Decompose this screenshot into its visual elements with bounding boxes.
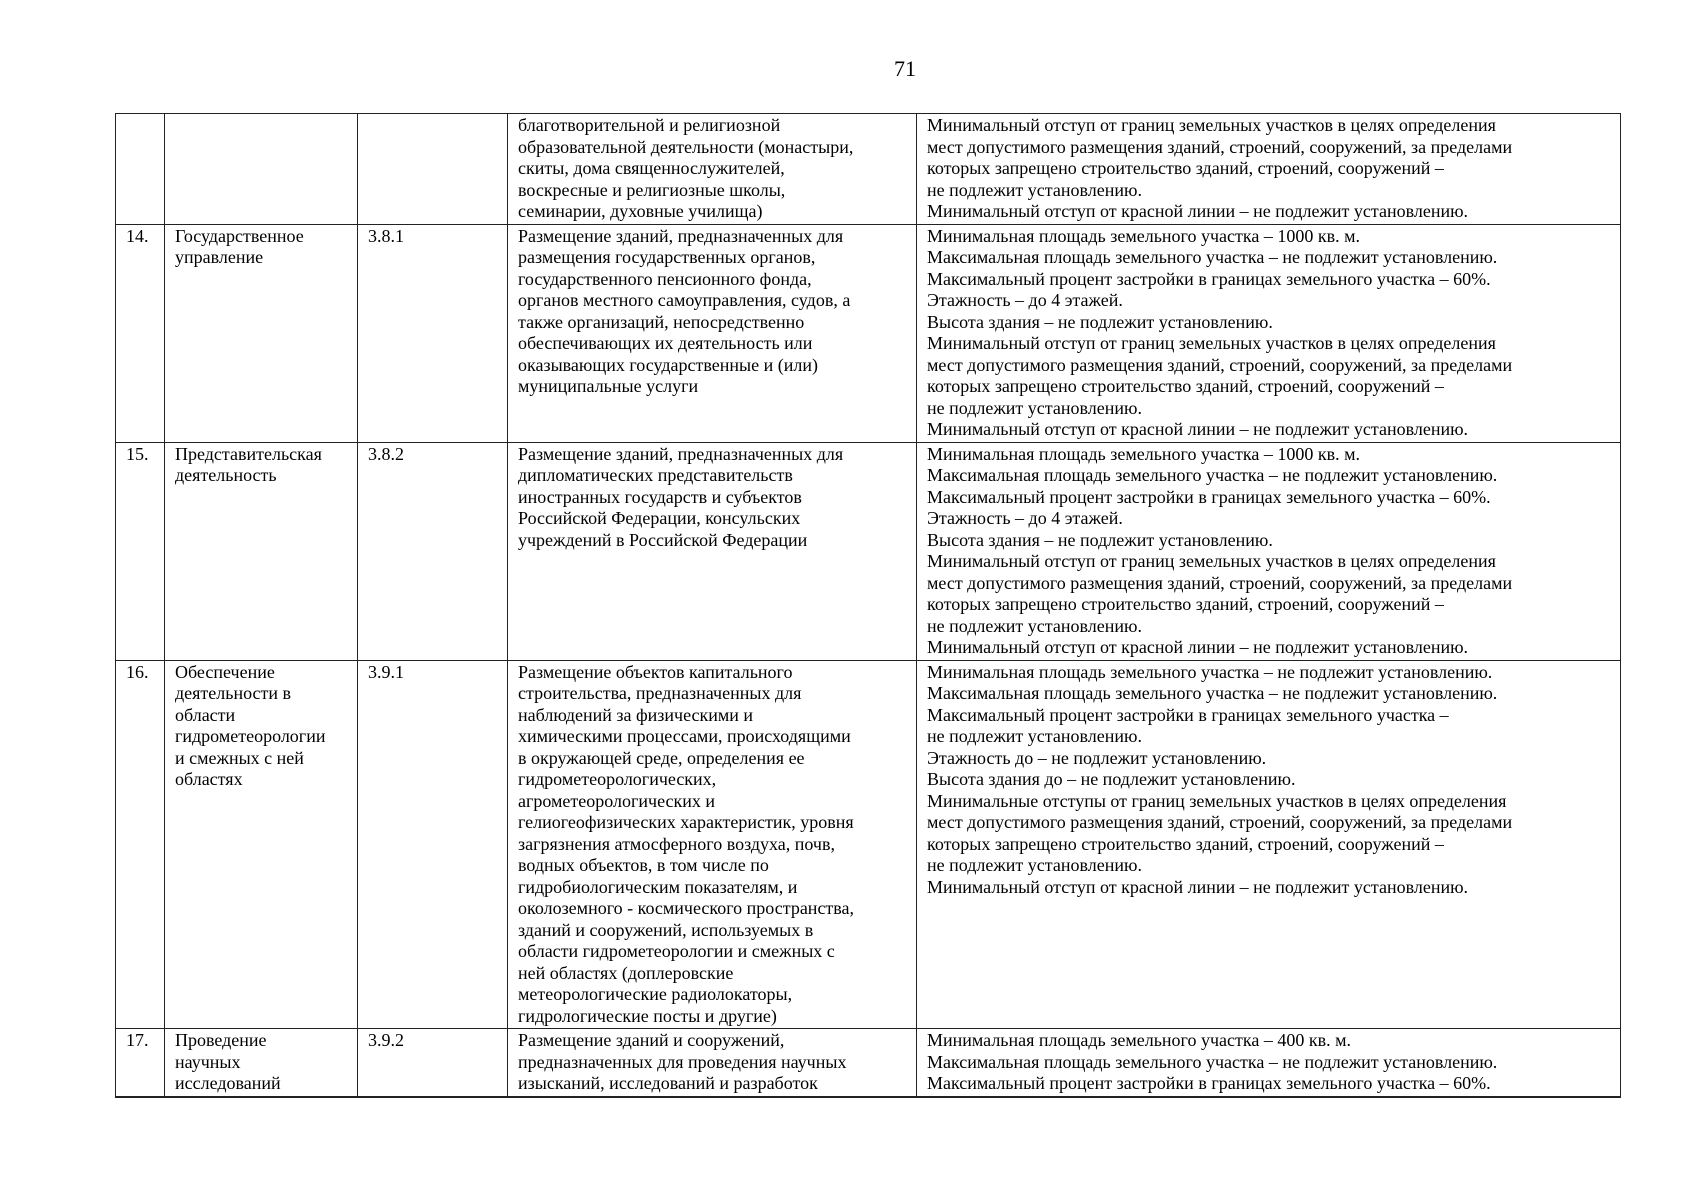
use-type-code: 3.8.1 xyxy=(368,225,404,246)
description-cell xyxy=(508,224,917,442)
description-line: зданий и сооружений, используемых в xyxy=(518,919,814,940)
description-line: оказывающих государственные и (или) xyxy=(518,354,818,375)
description-cell xyxy=(508,1029,917,1097)
parameter-line: Этажность – до 4 этажей. xyxy=(927,508,1123,528)
use-type-name-line: деятельности в xyxy=(175,683,292,703)
row-number-cell xyxy=(116,224,165,442)
parameters-cell xyxy=(917,1029,1621,1097)
parameter-line: Минимальный отступ от красной линии – не подлежит установлению. xyxy=(927,419,1469,439)
parameter-line: Максимальная площадь земельного участка – не подлежит установлению. xyxy=(927,1051,1498,1072)
description-line: размещения государственных органов, xyxy=(518,247,816,267)
use-type-code-cell xyxy=(358,1029,508,1097)
parameter-line: которых запрещено строительство зданий, строений, сооружений – xyxy=(927,833,1444,854)
parameter-line: Высота здания до – не подлежит установлению. xyxy=(927,769,1296,789)
description-line: государственного пенсионного фонда, xyxy=(518,268,812,289)
description-line: органов местного самоуправления, судов, а xyxy=(518,290,851,310)
description-line: также организаций, непосредственно xyxy=(518,311,805,332)
use-type-name-line: Обеспечение xyxy=(175,661,275,682)
description-line: Российской Федерации, консульских xyxy=(518,508,801,528)
use-type-name-cell xyxy=(165,114,358,225)
description-line: воскресные и религиозные школы, xyxy=(518,179,786,200)
row-number-cell xyxy=(116,442,165,660)
description-cell xyxy=(508,114,917,225)
use-type-name-line: области xyxy=(175,704,236,725)
use-type-code-cell xyxy=(358,660,508,1029)
description-line: обеспечивающих их деятельность или xyxy=(518,333,813,353)
description-line: благотворительной и религиозной xyxy=(518,115,781,135)
row-number-cell xyxy=(116,114,165,225)
description-line: области гидрометеорологии и смежных с xyxy=(518,941,835,961)
table-row xyxy=(116,224,1621,442)
description-line: изысканий, исследований и разработок xyxy=(518,1073,818,1093)
parameter-line: не подлежит установлению. xyxy=(927,179,1142,200)
parameter-line: Минимальные отступы от границ земельных участков в целях определения xyxy=(927,790,1507,811)
description-line: скиты, дома священнослужителей, xyxy=(518,158,785,178)
description-line: загрязнения атмосферного воздуха, почв, xyxy=(518,833,835,854)
use-type-name-cell xyxy=(165,442,358,660)
use-type-code-cell xyxy=(358,114,508,225)
parameter-line: Минимальный отступ от красной линии – не подлежит установлению. xyxy=(927,876,1469,897)
parameter-line: Минимальный отступ от границ земельных участков в целях определения xyxy=(927,551,1496,571)
description-line: ней областях (доплеровские xyxy=(518,962,734,983)
table-row xyxy=(116,1029,1621,1097)
parameter-line: Минимальный отступ от красной линии – не подлежит установлению. xyxy=(927,201,1469,221)
description-line: предназначенных для проведения научных xyxy=(518,1051,847,1072)
use-type-name-line: научных xyxy=(175,1051,241,1072)
parameter-line: мест допустимого размещения зданий, строений, сооружений, за пределами xyxy=(927,572,1513,593)
parameter-line: Минимальный отступ от красной линии – не подлежит установлению. xyxy=(927,637,1469,657)
use-type-code-cell xyxy=(358,442,508,660)
description-line: Размещение объектов капитального xyxy=(518,661,793,682)
table-row xyxy=(116,660,1621,1029)
description-line: Размещение зданий, предназначенных для xyxy=(518,443,844,464)
parameter-line: Минимальная площадь земельного участка – не подлежит установлению. xyxy=(927,661,1493,682)
description-line: гелиогеофизических характеристик, уровня xyxy=(518,812,854,832)
description-line: муниципальные услуги xyxy=(518,376,699,396)
parameter-line: Этажность – до 4 этажей. xyxy=(927,290,1123,310)
row-number: 16. xyxy=(126,661,149,682)
description-line: семинарии, духовные училища) xyxy=(518,201,763,221)
parameter-line: Максимальная площадь земельного участка – не подлежит установлению. xyxy=(927,465,1498,485)
description-line: наблюдений за физическими и xyxy=(518,704,754,725)
description-line: Размещение зданий, предназначенных для xyxy=(518,225,844,246)
use-type-name-line: деятельность xyxy=(175,465,277,485)
description-line: иностранных государств и субъектов xyxy=(518,486,802,507)
description-line: водных объектов, в том числе по xyxy=(518,855,769,875)
parameter-line: Минимальный отступ от границ земельных участков в целях определения xyxy=(927,333,1496,353)
description-line: образовательной деятельности (монастыри, xyxy=(518,136,854,157)
parameter-line: не подлежит установлению. xyxy=(927,397,1142,418)
use-type-name-line: гидрометеорологии xyxy=(175,726,326,746)
row-number-cell xyxy=(116,1029,165,1097)
parameter-line: которых запрещено строительство зданий, строений, сооружений – xyxy=(927,594,1444,614)
parameters-cell xyxy=(917,660,1621,1029)
row-number-cell xyxy=(116,660,165,1029)
use-type-name-cell xyxy=(165,224,358,442)
parameter-line: Высота здания – не подлежит установлению. xyxy=(927,529,1273,550)
description-line: химическими процессами, происходящими xyxy=(518,726,851,746)
parameter-line: которых запрещено строительство зданий, строений, сооружений – xyxy=(927,158,1444,178)
use-type-name-line: и смежных с ней xyxy=(175,747,304,768)
use-type-name-cell xyxy=(165,1029,358,1097)
description-line: дипломатических представительств xyxy=(518,465,793,485)
parameter-line: мест допустимого размещения зданий, строений, сооружений, за пределами xyxy=(927,354,1513,375)
row-number: 14. xyxy=(126,225,149,246)
parameter-line: не подлежит установлению. xyxy=(927,726,1142,746)
row-number: 17. xyxy=(126,1030,149,1050)
parameter-line: мест допустимого размещения зданий, строений, сооружений, за пределами xyxy=(927,812,1513,832)
description-line: строительства, предназначенных для xyxy=(518,683,802,703)
description-line: метеорологические радиолокаторы, xyxy=(518,984,793,1004)
parameters-cell xyxy=(917,114,1621,225)
parameter-line: не подлежит установлению. xyxy=(927,855,1142,875)
description-cell xyxy=(508,442,917,660)
page-number: 71 xyxy=(894,56,916,81)
parameter-line: Минимальный отступ от границ земельных участков в целях определения xyxy=(927,115,1496,135)
parameter-line: Максимальная площадь земельного участка – не подлежит установлению. xyxy=(927,247,1498,267)
parameter-line: Этажность до – не подлежит установлению. xyxy=(927,747,1267,768)
parameter-line: Максимальный процент застройки в границах земельного участка – 60%. xyxy=(927,1073,1491,1093)
parameters-cell xyxy=(917,224,1621,442)
parameter-line: не подлежит установлению. xyxy=(927,615,1142,636)
table-row xyxy=(116,114,1621,225)
description-line: гидрометеорологических, xyxy=(518,769,717,789)
use-type-name-line: Государственное xyxy=(175,225,304,246)
parameter-line: Минимальная площадь земельного участка – 1000 кв. м. xyxy=(927,443,1360,464)
use-type-code-cell xyxy=(358,224,508,442)
parameter-line: Высота здания – не подлежит установлению. xyxy=(927,311,1273,332)
use-type-code: 3.8.2 xyxy=(368,443,404,464)
description-line: гидрологические посты и другие) xyxy=(518,1005,777,1026)
use-type-name-line: управление xyxy=(175,247,264,267)
description-line: гидробиологическим показателям, и xyxy=(518,876,798,897)
use-type-name-line: Представительская xyxy=(175,443,322,464)
use-type-code: 3.9.1 xyxy=(368,661,404,682)
use-type-name-line: областях xyxy=(175,769,243,789)
parameter-line: Минимальная площадь земельного участка – 400 кв. м. xyxy=(927,1030,1351,1050)
description-line: околоземного - космического пространства, xyxy=(518,898,855,918)
parameter-line: Максимальный процент застройки в границах земельного участка – 60%. xyxy=(927,268,1491,289)
description-cell xyxy=(508,660,917,1029)
parameter-line: Максимальный процент застройки в границах земельного участка – xyxy=(927,704,1449,725)
description-line: в окружающей среде, определения ее xyxy=(518,747,805,768)
description-line: Размещение зданий и сооружений, xyxy=(518,1030,785,1050)
use-type-name-line: исследований xyxy=(175,1073,281,1093)
parameter-line: мест допустимого размещения зданий, строений, сооружений, за пределами xyxy=(927,136,1513,157)
parameter-line: Максимальная площадь земельного участка – не подлежит установлению. xyxy=(927,683,1498,703)
table-row xyxy=(116,442,1621,660)
parameter-line: Минимальная площадь земельного участка – 1000 кв. м. xyxy=(927,225,1360,246)
use-type-name-cell xyxy=(165,660,358,1029)
use-type-name-line: Проведение xyxy=(175,1030,267,1050)
row-number: 15. xyxy=(126,443,149,464)
parameter-line: Максимальный процент застройки в границах земельного участка – 60%. xyxy=(927,486,1491,507)
zoning-table xyxy=(115,113,1621,1098)
description-line: агрометеорологических и xyxy=(518,790,716,811)
parameter-line: которых запрещено строительство зданий, строений, сооружений – xyxy=(927,376,1444,396)
use-type-code: 3.9.2 xyxy=(368,1030,404,1050)
description-line: учреждений в Российской Федерации xyxy=(518,529,808,550)
parameters-cell xyxy=(917,442,1621,660)
